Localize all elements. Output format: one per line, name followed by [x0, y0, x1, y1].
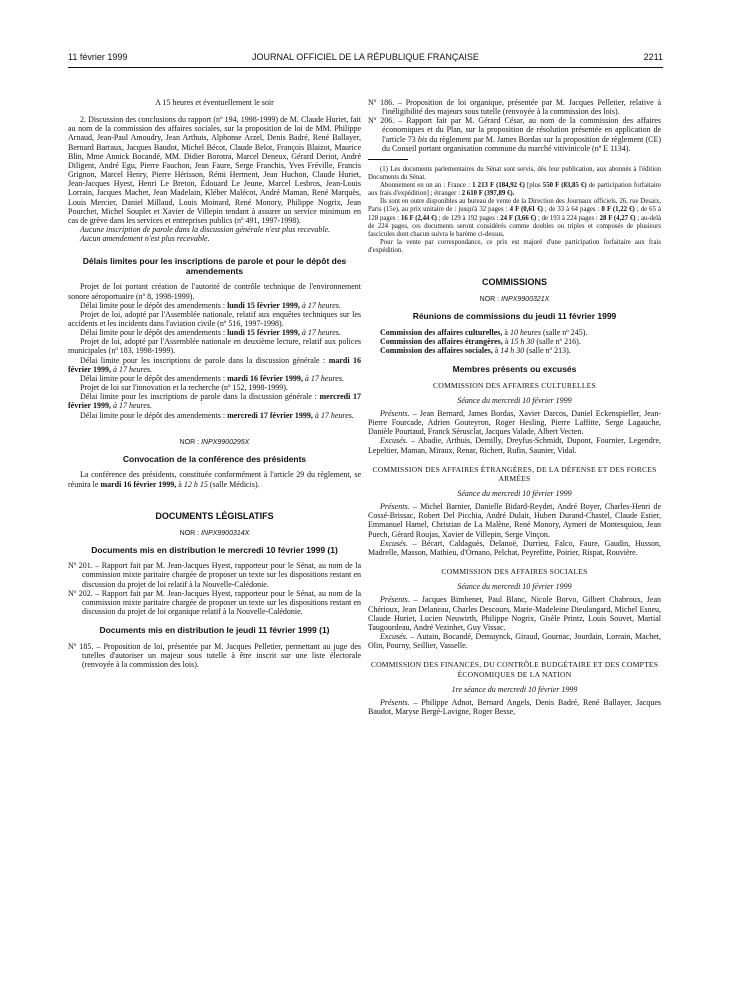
heading-distribution-11: Documents mis en distribution le jeudi 11 février 1999 (1): [99, 625, 330, 636]
bill-1-deadline: Délai limite pour le dépôt des amendements : lundi 15 février 1999, à 17 heures.: [80, 300, 341, 310]
agenda-item-2: 2. Discussion des conclusions du rapport (nº 194, 1998-1999) de M. Claude Huriet, fait au nom de la commission des affaires sociales, sur la proposition de loi de MM. Philippe Arnaud, Jean-Paul Amoudry, Jean Arthuis, Alphonse Arzel, Denis Badré, René Ballayer, Bernard Barraux, Jacques Baudot, Michel Bécot, Claude Belot, François Blaizot, Maurice Blin, Mme Annick Bocandé, MM. Didier Borotra, Marcel Deneux, Gérard Deriot, André Diligent, André Egu, Pierre Fauchon, Jean Faure, Serge Franchis, Yves Fréville, Francis Grignon, Marcel Henry, Pierre Hérisson, Rémi Herment, Jean Huchon, Claude Huriet, Jean-Jacques Hyest, Henri Le Breton, Édouard Le Jeune, Marcel Lesbros, Jean-Louis Lorrain, Jacques Machet, Jean Madelain, Kléber Malécot, André Maman, René Marquès, Louis Mercier, Daniel Millaud, Louis Moinard, René Monory, Philippe Nogrix, Jean Pourchet, Michel Souplet et Xavier de Villepin tendant à assurer un service minimum en cas de grève dans les services et entreprises publics (nº 491, 1997-1998).: [68, 115, 361, 225]
no-inscription-note: Aucune inscription de parole dans la discussion générale n'est plus recevable.: [80, 225, 331, 235]
heading-documents-legislatifs: DOCUMENTS LÉGISLATIFS: [155, 510, 274, 521]
commission-sociales-excuses: Excusés. – Autain, Bocandé, Demuynck, Giraud, Gournac, Jourdain, Lorrain, Machet, Olin, Pourny, Seillier, Vasselle.: [368, 632, 661, 651]
doc-202: Nº 202. – Rapport fait par M. Jean-Jacques Hyest, rapporteur pour le Sénat, au nom de la commission mixte paritaire chargée de proposer un texte sur les dispositions restant en discussion du projet de loi organique relatif à la Nouvelle-Calédonie.: [68, 588, 361, 617]
nor-reference-2: NOR : INPX9900314X: [179, 529, 250, 537]
bill-3: Projet de loi, adopté par l'Assemblée nationale en deuxième lecture, relatif aux polices municipales (nº 183, 1998-1999).: [68, 337, 361, 356]
bill-4: Projet de loi sur l'innovation et la recherche (nº 152, 1998-1999).: [80, 383, 288, 393]
heading-reunions: Réunions de commissions du jeudi 11 février 1999: [412, 311, 617, 322]
bill-4-deadline-amend: Délai limite pour le dépôt des amendements : mercredi 17 février 1999, à 17 heures.: [80, 410, 354, 420]
commission-culturelles-presents: Présents. – Jean Bernard, James Bordas, Xavier Darcos, Daniel Eckenspieller, Jean-Pierre Fourcade, Adrien Gouteyron, Roger Hesling, Pierre Laffitte, Serge Lagauche, Danièle Pourtaud, Franck Sérusclat, Jacques Valade, Albert Vecten.: [368, 408, 661, 437]
commission-finances-seance: 1re séance du mercredi 10 février 1999: [451, 684, 578, 694]
commission-sociales-seance: Séance du mercredi 10 février 1999: [457, 582, 572, 592]
commission-culturelles-seance: Séance du mercredi 10 février 1999: [457, 395, 572, 405]
heading-delais: Délais limites pour les inscriptions de parole et pour le dépôt des amendements: [82, 256, 347, 276]
commission-etrangeres-title: COMMISSION DES AFFAIRES ÉTRANGÈRES, DE LA DÉFENSE ET DES FORCES ARMÉES: [372, 464, 657, 483]
commission-finances-presents: Présents. – Philippe Adnot, Bernard Angels, Denis Badré, René Ballayer, Jacques Baudot, Maryse Bergé-Lavigne, Roger Besse,: [368, 697, 661, 716]
commission-sociales-title: COMMISSION DES AFFAIRES SOCIALES: [441, 567, 588, 577]
bill-2: Projet de loi, adopté par l'Assemblée nationale, relatif aux enquêtes techniques sur les accidents et les incidents dans l'aviation civile (nº 516, 1997-1998).: [68, 309, 361, 328]
bill-4-deadline-parole: Délai limite pour les inscriptions de parole dans la discussion générale : mercredi 17 février 1999, à 17 heures.: [68, 392, 361, 411]
doc-201: Nº 201. – Rapport fait par M. Jean-Jacques Hyest, rapporteur pour le Sénat, au nom de la commission mixte paritaire chargée de proposer un texte sur les dispositions restant en discussion du projet de loi relatif à la Nouvelle-Calédonie.: [68, 561, 361, 589]
doc-186: Nº 186. – Proposition de loi organique, présentée par M. Jacques Pelletier, relative à l'inéligibilité des majeurs sous tutelle (renvoyée à la commission des lois).: [368, 98, 661, 117]
heading-commissions: COMMISSIONS: [481, 276, 547, 287]
heading-membres: Membres présents ou excusés: [452, 364, 577, 375]
footnote-divider: [368, 159, 408, 160]
right-column: [368, 98, 661, 716]
nor-reference-3: NOR : INPX9900321X: [479, 295, 550, 303]
header-rule: [68, 67, 663, 68]
meeting-sociales: Commission des affaires sociales, à 14 h 30 (salle nº 213).: [380, 345, 571, 355]
heading-convocation: Convocation de la conférence des présidents: [122, 453, 307, 464]
bill-2-deadline: Délai limite pour le dépôt des amendements : lundi 15 février 1999, à 17 heures.: [80, 328, 341, 338]
doc-206: Nº 206. – Rapport fait par M. Gérard César, au nom de la commission des affaires économiques et du Plan, sur la proposition de résolution présentée en application de l'article 73 bis du règlement par M. James Bordas sur la proposition de règlement (CE) du Conseil portant organisation commune du marché vitivinicole (nº E 1134).: [368, 116, 662, 153]
doc-185: Nº 185. – Proposition de loi, présentée par M. Jacques Pelletier, permettant au juge des tutelles d'autoriser un majeur sous tutelle à être inscrit sur une liste électorale (renvoyée à la commission des lois).: [68, 641, 361, 670]
session-time: A 15 heures et éventuellement le soir: [155, 98, 274, 107]
footnote-subscription: Abonnement en un an : France : 1 213 F (184,92 €) [plus 550 F (83,85 €) de participation forfaitaire aux frais d'expédition] ; étranger : 2 610 F (397,89 €).: [368, 182, 662, 198]
bill-3-deadline-parole: Délai limite pour les inscriptions de parole dans la discussion générale : mardi 16 février 1999, à 17 heures.: [68, 355, 362, 374]
meeting-etrangeres: Commission des affaires étrangères, à 15 h 30 (salle nº 216).: [380, 336, 581, 346]
header-date: 11 février 1999: [68, 52, 128, 62]
header-title: JOURNAL OFFICIEL DE LA RÉPUBLIQUE FRANÇAISE: [252, 52, 479, 62]
commission-sociales-presents: Présents. – Jacques Bimbenet, Paul Blanc, Nicole Borvo, Gilbert Chabroux, Jean Chérioux, Jean Delaneau, Charles Descours, Marie-Madeleine Dieulangard, Michel Esneu, Claude Huriet, Lucien Neuwirth, Philippe Nogrix, Gisèle Printz, Louis Souvet, Martial Taugourdeau, André Vezinhet, Guy Vissac.: [368, 595, 661, 632]
footnote-correspondance: Pour la vente par correspondance, ce prix est majoré d'une participation forfaitaire aux frais d'expédition.: [368, 238, 661, 254]
commission-culturelles-excuses: Excusés. – Abadie, Arthuis, Demilly, Dreyfus-Schmidt, Dupont, Fournier, Legendre, Lepeltier, Maman, Miraux, Renar, Richert, Rufin, Saunier, Vidal.: [368, 436, 661, 455]
bill-3-deadline-amend: Délai limite pour le dépôt des amendements : mardi 16 février 1999, à 17 heures.: [80, 373, 344, 383]
commission-culturelles-title: COMMISSION DES AFFAIRES CULTURELLES: [433, 380, 596, 390]
bill-1: Projet de loi portant création de l'autorité de contrôle technique de l'environnement sonore aéroportuaire (nº 8, 1998-1999).: [68, 282, 361, 301]
commission-etrangeres-excuses: Excusés. – Bécart, Caldaguès, Delanoë, Durrieu, Falco, Faure, Gaudin, Husson, Madrelle, Masson, Mathieu, d'Ornano, Pelchat, Peyrefitte, Poirier, Rispat, Rouvière.: [368, 538, 661, 557]
running-header: [68, 52, 663, 66]
nor-reference-1: NOR : INPX9900295X: [179, 438, 250, 446]
convocation-text: La conférence des présidents, constituée conformément à l'article 29 du règlement, se réunira le mardi 16 février 1999, à 12 h 15 (salle Médicis).: [68, 470, 361, 489]
meeting-culturelles: Commission des affaires culturelles, à 10 heures (salle nº 245).: [380, 327, 588, 337]
left-column: [68, 98, 361, 669]
page-number: 2211: [643, 52, 663, 62]
commission-etrangeres-seance: Séance du mercredi 10 février 1999: [457, 489, 572, 498]
commission-finances-title: COMMISSION DES FINANCES, DU CONTRÔLE BUDGÉTAIRE ET DES COMPTES ÉCONOMIQUES DE LA NATION: [370, 660, 659, 679]
footnote-1: (1) Les documents parlementaires du Sénat sont servis, dès leur publication, aux abonnés à l'édition Documents du Sénat.: [368, 165, 661, 182]
footnote-prices: Ils sont en outre disponibles au bureau de vente de la Direction des Journaux officiels, 26, rue Desaix, Paris (15e), au prix unitaire de : jusqu'à 32 pages : 4 F (0,61 €) ; de 33 à 64 pages : 8 F (1,22 €) ; de 65 à 128 pages : 16 F (2,44 €) ; de 129 à 192 pages : 24 F (3,66 €) ; de 193 à 224 pages : 28 F (4,27 €) ; au-delà de 224 pages, ces documents seront considérés comme doubles ou triples et composés de plusieurs fascicules dont chacun suivra le barème ci-dessus.: [368, 198, 662, 238]
heading-distribution-10: Documents mis en distribution le mercredi 10 février 1999 (1): [91, 544, 338, 555]
commission-etrangeres-presents: Présents. – Michel Barnier, Danielle Bidard-Reydet, André Boyer, Charles-Henri de Cossé-Brissac, Robert Del Picchia, André Dulait, Hubert Durand-Chastel, Claude Estier, Emmanuel Hamel, Christian de La Malène, René Monory, Aymeri de Montesquiou, Jean Puech, Gérard Roujas, Xavier de Villepin, Serge Vinçon.: [368, 502, 661, 539]
no-amendment-note: Aucun amendement n'est plus recevable.: [80, 234, 210, 244]
